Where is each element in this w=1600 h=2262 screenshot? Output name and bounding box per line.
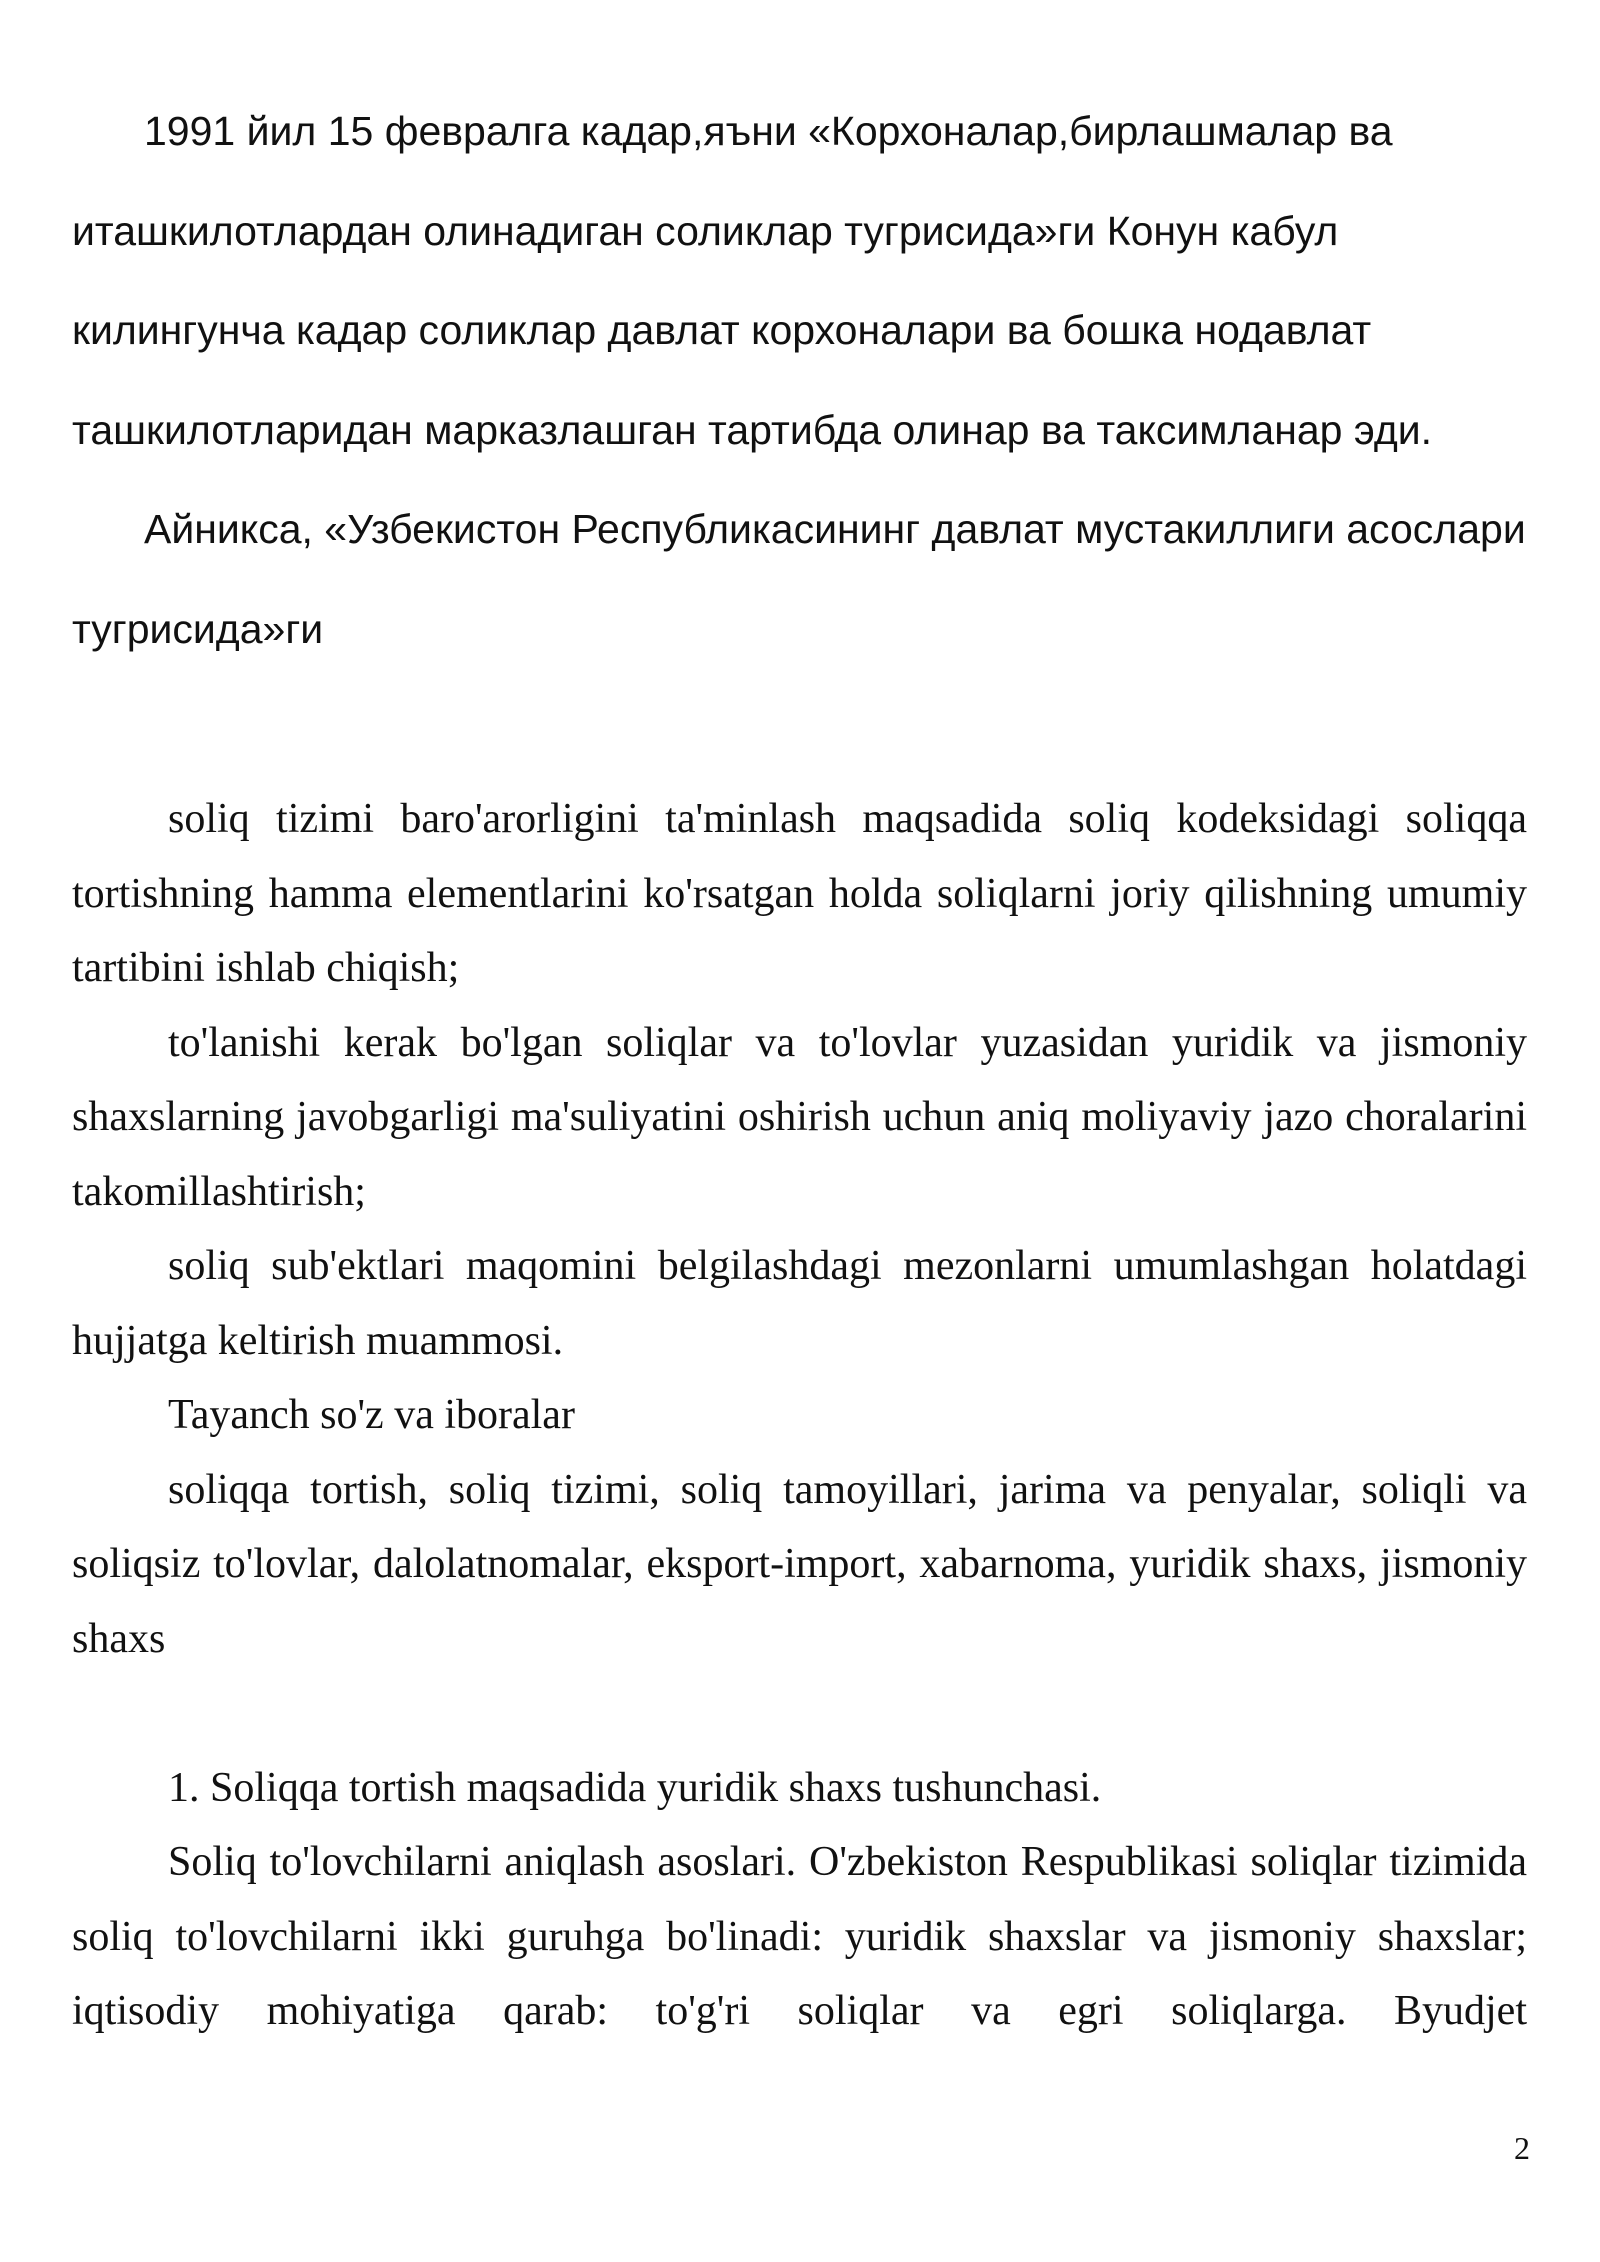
section-heading: 1. Soliqqa tortish maqsadida yuridik shaxs tushunchasi. (168, 1764, 1102, 1811)
paragraph-latin-1: soliq tizimi baro'arorligini ta'minlash maqsadida soliq kodeksidagi soliqqa tortishning hamma elementlarini ko'rsatgan holda soliqlarni joriy qilishning umumiy tartibini ishlab chiqish; (72, 796, 1527, 991)
blank-line (72, 1676, 1527, 1751)
paragraph-latin-2: to'lanishi kerak bo'lgan soliqlar va to'lovlar yuzasidan yuridik va jismoniy shaxslarning javobgarligi ma'suliyatini oshirish uchun aniq moliyaviy jazo choralarini takomillashtirish; (72, 1019, 1527, 1215)
keywords-list: soliqqa tortish, soliq tizimi, soliq tamoyillari, jarima va penyalar, soliqli va soliqsiz to'lovlar, dalolatnomalar, eksport-import, xabarnoma, yuridik shaxs, jismoniy shaxs (72, 1466, 1527, 1662)
section-paragraph: Soliq to'lovchilarni aniqlash asoslari. O'zbekiston Respublikasi soliqlar tizimida soliq to'lovchilarni ikki guruhga bo'linadi: yuridik shaxslar va jismoniy shaxslar; iqtisodiy mohiyatiga qarab: to'g'ri soliqlar va egri soliqlarga. Byudjet (72, 1839, 1527, 2034)
paragraph-latin-3: soliq sub'ektlari maqomini belgilashdagi mezonlarni umumlashgan holatdagi hujjatga keltirish muammosi. (72, 1243, 1527, 1364)
cyrillic-text-section (72, 82, 1532, 679)
keywords-heading: Tayanch so'z va iboralar (168, 1392, 575, 1438)
paragraph-cyrillic-2: Айникса, «Узбекистон Республикасининг давлат мустакиллиги асослари тугрисида»ги (72, 506, 1526, 652)
latin-text-section (72, 782, 1527, 2049)
page-number: 2 (1514, 2130, 1530, 2166)
paragraph-cyrillic-1: 1991 йил 15 февралга кадар,яъни «Корхоналар,бирлашмалар ва иташкилотлардан олинадиган соликлар тугрисида»ги Конун кабул килингунча кадар соликлар давлат корхоналари ва бошка нодавлат ташкилотларидан марказлашган тартибда олинар ва таксимланар эди. (72, 108, 1433, 453)
